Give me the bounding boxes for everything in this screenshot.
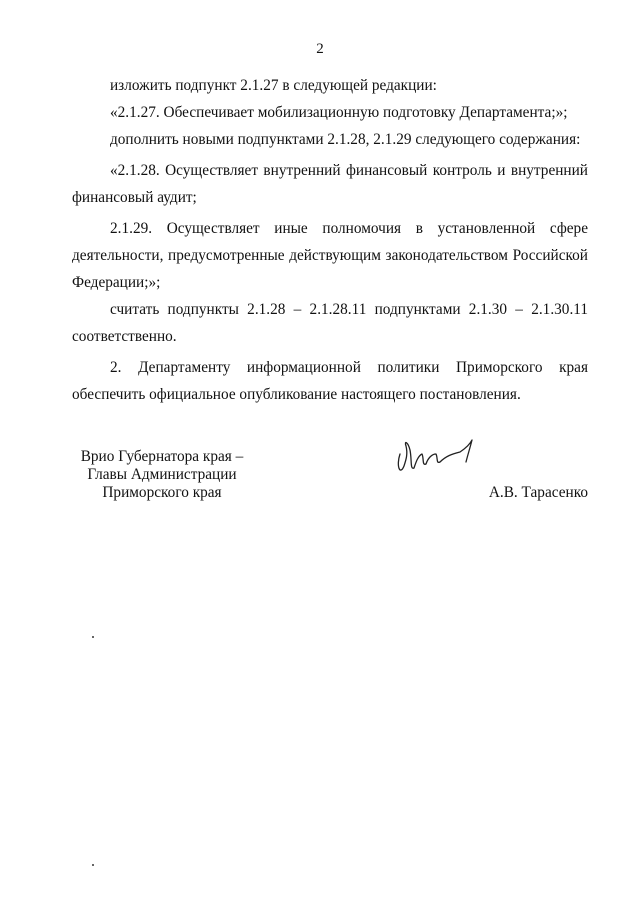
scan-speck	[92, 864, 94, 866]
page-number: 2	[316, 41, 324, 57]
document-body	[72, 72, 588, 408]
paragraph-1: изложить подпункт 2.1.27 в следующей редакции:	[110, 77, 437, 94]
paragraph-2: «2.1.27. Обеспечивает мобилизационную подготовку Департамента;»;	[110, 104, 568, 121]
signer-name: А.В. Тарасенко	[488, 484, 588, 501]
signatory-title-line: Главы Администрации	[87, 466, 237, 483]
signatory-title-line: Врио Губернатора края –	[80, 448, 244, 465]
handwritten-signature	[390, 432, 480, 482]
signatory-title	[72, 448, 252, 502]
signatory-title-line: Приморского края	[102, 484, 222, 501]
paragraph-5: 2.1.29. Осуществляет иные полномочия в установленной сфере деятельности, предусмотренные действующим законодательством Российской Федерации;»;	[72, 220, 588, 291]
paragraph-7: 2. Департаменту информационной политики Приморского края обеспечить официальное опубликование настоящего постановления.	[72, 359, 588, 403]
paragraph-3: дополнить новыми подпунктами 2.1.28, 2.1.29 следующего содержания:	[110, 131, 581, 148]
scan-speck	[92, 636, 94, 638]
paragraph-6: считать подпункты 2.1.28 – 2.1.28.11 подпунктами 2.1.30 – 2.1.30.11 соответственно.	[72, 301, 588, 345]
paragraph-4: «2.1.28. Осуществляет внутренний финансовый контроль и внутренний финансовый аудит;	[72, 162, 588, 206]
